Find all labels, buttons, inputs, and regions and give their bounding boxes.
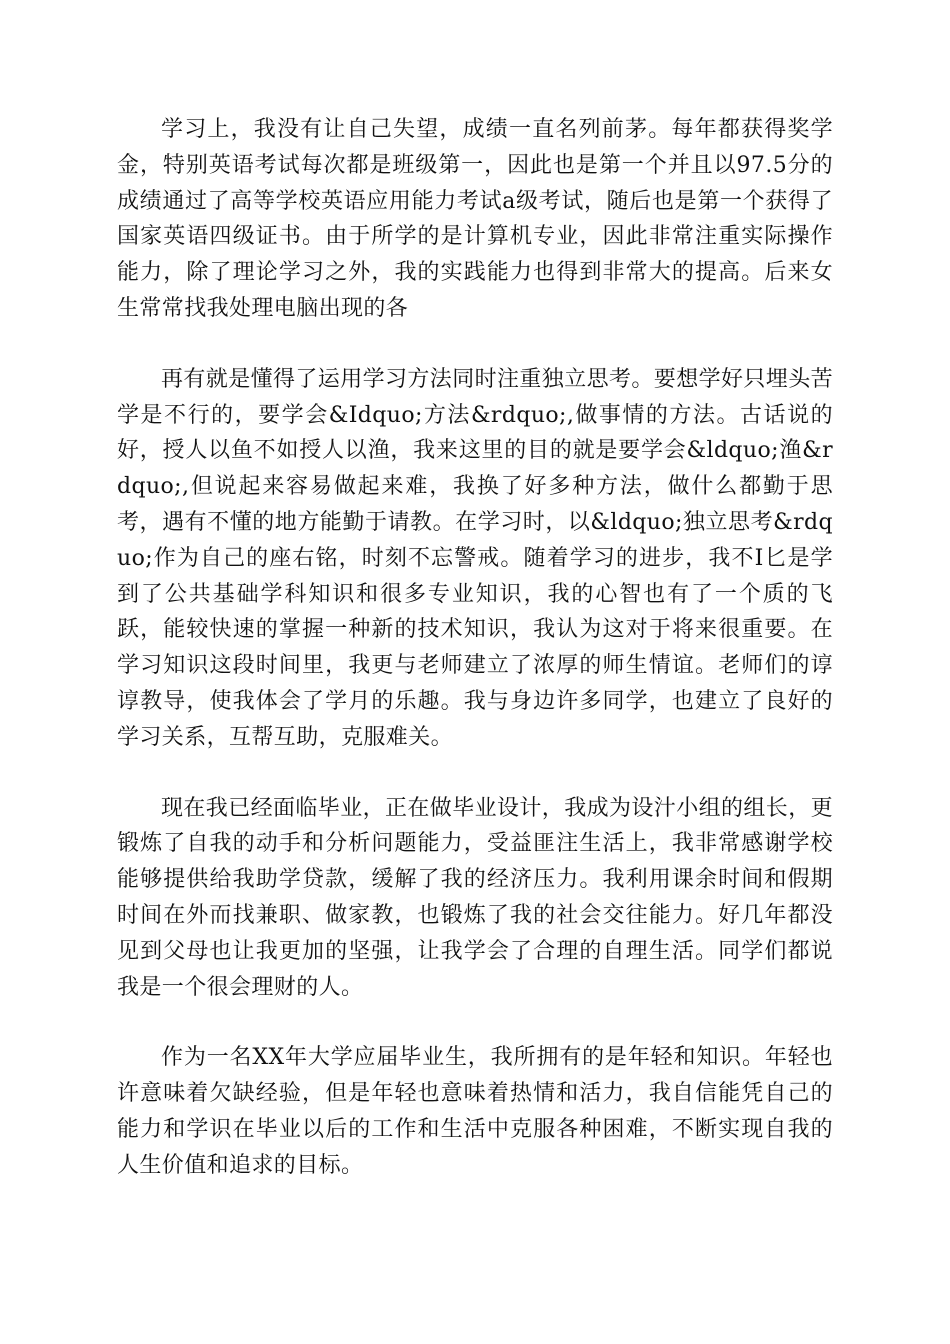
paragraph-conclusion: 作为一名XX年大学应届毕业生，我所拥有的是年轻和知识。年轻也许意味着欠缺经验，但是年轻也意味着热情和活力，我自信能凭自己的能力和学识在毕业以后的工作和生活中克服各种困难，不断实现自我的人生价值和追求的目标。 — [117, 1045, 833, 1178]
paragraph-study-methods: 再有就是懂得了运用学习方法同时注重独立思考。要想学好只埋头苦学是不行的，要学会&Idquo;方法&rdquo;,做事情的方法。古话说的好，授人以鱼不如授人以渔，我来这里的目的就是要学会&ldquo;渔&rdquo;,但说起来容易做起来难，我换了好多种方法，做什么都勤于思考，遇有不懂的地方能勤于请教。在学习时，以&ldquo;独立思考&rdquo;作为自己的座右铭，时刻不忘警戒。随着学习的进步，我不I匕是学到了公共基础学科知识和很多专业知识，我的心智也有了一个质的飞跃，能较快速的掌握一种新的技术知识，我认为这对于将来很重要。在学习知识这段时间里，我更与老师建立了浓厚的师生情谊。老师们的谆谆教导，使我体会了学月的乐趣。我与身边许多同学，也建立了良好的学习关系，互帮互助，克服难关。 — [117, 366, 834, 750]
paragraph-study: 学习上，我没有让自己失望，成绩一直名列前茅。每年都获得奖学金，特别英语考试每次都是班级第一，因此也是第一个并且以97.5分的成绩通过了高等学校英语应用能力考试a级考试，随后也是第一个获得了国家英语四级证书。由于所学的是计算机专业，因此非常注重实际操作能力，除了理论学习之外，我的实践能力也得到非常大的提高。后来女生常常找我处理电脑出现的各 — [117, 117, 833, 321]
document-page — [117, 112, 833, 1219]
paragraph-graduation-life: 现在我已经面临毕业，正在做毕业设计，我成为设汁小组的组长，更锻炼了自我的动手和分析问题能力，受益匪注生活上，我非常感谢学校能够提供给我助学贷款，缓解了我的经济压力。我利用课余时间和假期时间在外而找兼职、做家教，也锻炼了我的社会交往能力。好几年都没见到父母也让我更加的坚强，让我学会了合理的自理生活。同学们都说我是一个很会理财的人。 — [117, 795, 834, 1000]
